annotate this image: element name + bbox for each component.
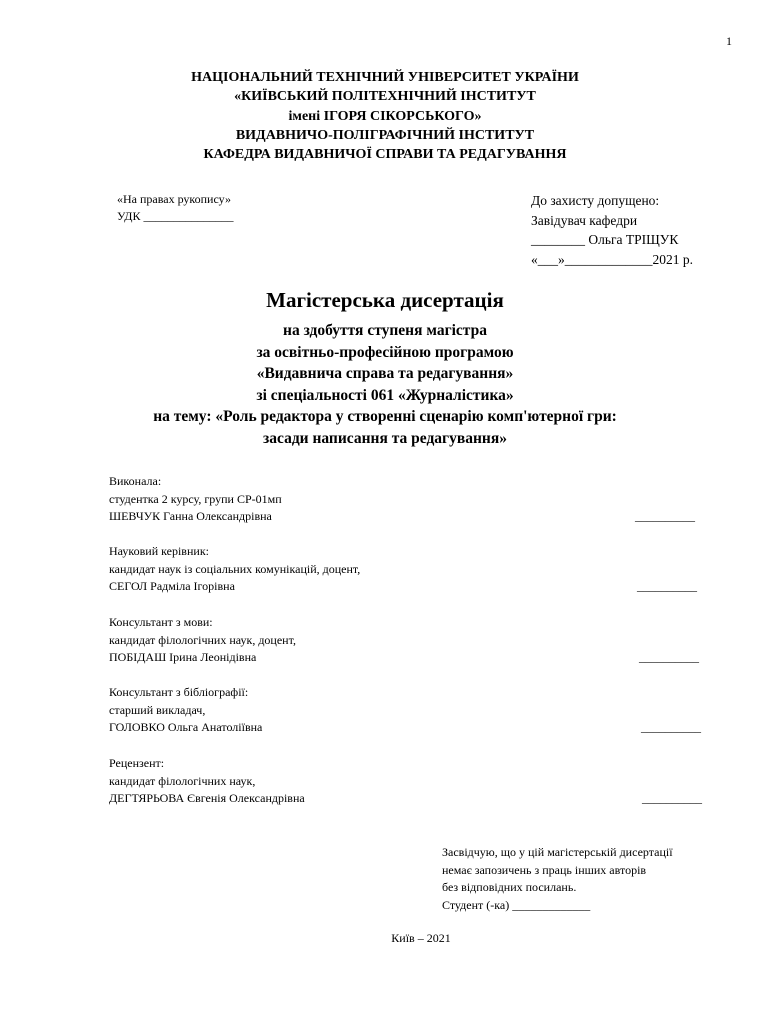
- subtitle-line: на здобуття ступеня магістра: [283, 322, 487, 339]
- person-position: кандидат філологічних наук, доцент,: [109, 632, 296, 647]
- subtitle-line: за освітньо-професійною програмою: [256, 343, 514, 361]
- person-position: кандидат філологічних наук,: [109, 773, 256, 788]
- university-header: [0, 68, 770, 164]
- approval-line: До захисту допущено:: [531, 193, 660, 208]
- signature-line: __________: [635, 509, 695, 523]
- statement-line: без відповідних посилань.: [442, 880, 577, 894]
- subtitle-line: засади написання та редагування»: [263, 429, 507, 447]
- person-position: студентка 2 курсу, групи СР-01мп: [109, 491, 282, 506]
- statement-line: Засвідчую, що у цій магістерській дисертації: [442, 845, 673, 859]
- supervisor-block: [109, 543, 714, 596]
- header-line: «КИЇВСЬКИЙ ПОЛІТЕХНІЧНИЙ ІНСТИТУТ: [234, 89, 536, 105]
- udk-field: УДК _______________: [117, 209, 234, 223]
- document-title: Магістерська дисертація: [266, 288, 504, 312]
- header-line: КАФЕДРА ВИДАВНИЧОЇ СПРАВИ ТА РЕДАГУВАННЯ: [203, 147, 567, 163]
- person-name: ДЕГТЯРЬОВА Євгенія Олександрівна: [109, 791, 305, 805]
- signature-line: __________: [641, 720, 701, 734]
- person-name: ГОЛОВКО Ольга Анатоліївна: [109, 720, 263, 734]
- person-role: Рецензент:: [109, 756, 165, 770]
- signature-line: __________: [637, 579, 697, 593]
- signature-line: __________: [639, 650, 699, 664]
- subtitle-line: «Видавнича справа та редагування»: [256, 365, 514, 383]
- student-signature: Студент (-ка) _____________: [442, 897, 591, 912]
- reviewer-block: [109, 755, 714, 808]
- approval-line: Завідувач кафедри: [531, 212, 638, 228]
- page-number: 1: [726, 34, 732, 48]
- manuscript-rights: «На правах рукопису»: [117, 192, 231, 206]
- document-subtitle: [0, 320, 770, 450]
- author-block: [109, 473, 714, 526]
- person-name: ШЕВЧУК Ганна Олександрівна: [109, 509, 272, 523]
- city-year: Київ – 2021: [391, 931, 451, 945]
- originality-statement: [442, 844, 673, 914]
- subtitle-line: на тему: «Роль редактора у створенні сценарію комп'ютерної гри:: [153, 408, 617, 426]
- language-consultant-block: [109, 614, 714, 667]
- header-line: НАЦІОНАЛЬНИЙ ТЕХНІЧНИЙ УНІВЕРСИТЕТ УКРАЇНИ: [191, 70, 579, 85]
- header-line: ВИДАВНИЧО-ПОЛІГРАФІЧНИЙ ІНСТИТУТ: [235, 127, 535, 143]
- subtitle-line: зі спеціальності 061 «Журналістика»: [256, 386, 514, 404]
- approval-line: «___»_____________2021 р.: [531, 252, 693, 268]
- person-role: Консультант з бібліографії:: [109, 685, 249, 699]
- person-position: старший викладач,: [109, 702, 206, 717]
- person-role: Консультант з мови:: [109, 615, 213, 629]
- person-name: СЕГОЛ Радміла Ігорівна: [109, 579, 235, 593]
- statement-line: немає запозичень з праць інших авторів: [442, 862, 647, 877]
- person-role: Науковий керівник:: [109, 544, 209, 558]
- person-position: кандидат наук із соціальних комунікацій, доцент,: [109, 561, 361, 576]
- approval-block: [531, 191, 693, 270]
- person-role: Виконала:: [109, 474, 162, 488]
- person-name: ПОБІДАШ Ірина Леонідівна: [109, 650, 257, 664]
- manuscript-meta: [117, 191, 233, 225]
- header-line: імені ІГОРЯ СІКОРСЬКОГО»: [288, 108, 482, 124]
- signature-line: __________: [642, 791, 702, 805]
- bibliography-consultant-block: [109, 684, 714, 737]
- approval-line: ________ Ольга ТРІЩУК: [531, 232, 679, 248]
